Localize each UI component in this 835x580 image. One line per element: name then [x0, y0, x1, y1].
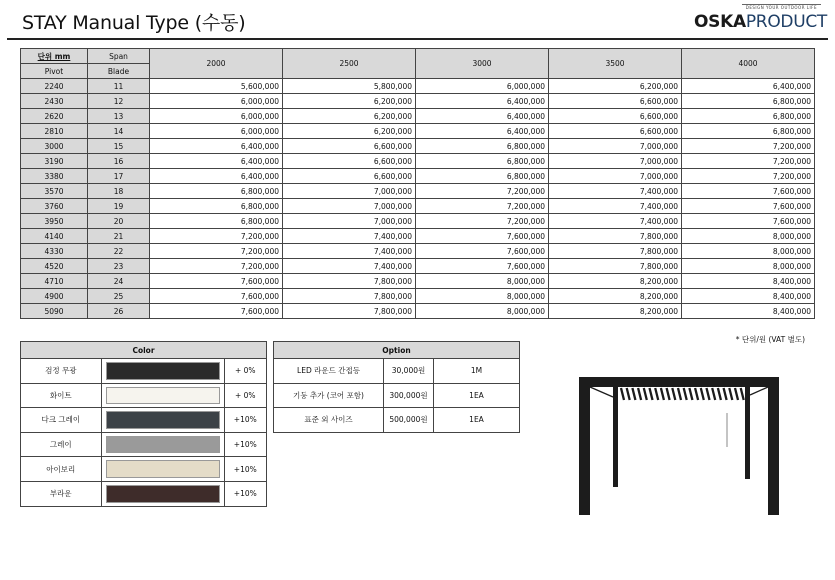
logo-wordmark-light: PRODUCT	[745, 12, 827, 32]
price-cell: 7,800,000	[283, 289, 416, 304]
blade-cell: 25	[88, 289, 150, 304]
blade-cell: 17	[88, 169, 150, 184]
price-cell: 6,600,000	[283, 139, 416, 154]
pivot-cell: 4710	[21, 274, 88, 289]
color-row	[21, 457, 267, 482]
unit-label: 단위 mm	[37, 51, 71, 61]
price-cell: 7,600,000	[416, 259, 549, 274]
price-cell: 7,800,000	[549, 244, 682, 259]
color-swatch	[106, 411, 220, 429]
price-cell: 7,200,000	[150, 229, 283, 244]
option-row	[274, 383, 520, 408]
price-cell: 7,000,000	[283, 214, 416, 229]
option-name: 표준 외 사이즈	[274, 408, 384, 433]
pergola-right-side-beam	[750, 387, 768, 395]
pergola-louver	[729, 388, 732, 400]
pivot-cell: 3570	[21, 184, 88, 199]
color-name: 부라운	[21, 481, 102, 506]
color-row	[21, 383, 267, 408]
blade-cell: 13	[88, 109, 150, 124]
blade-cell: 24	[88, 274, 150, 289]
pergola-louver	[684, 388, 687, 400]
color-row	[21, 408, 267, 433]
price-row	[21, 289, 815, 304]
price-cell: 8,400,000	[682, 289, 815, 304]
price-cell: 6,800,000	[682, 94, 815, 109]
price-cell: 7,400,000	[549, 214, 682, 229]
price-cell: 6,400,000	[150, 169, 283, 184]
pergola-louver	[701, 388, 704, 400]
color-swatch-cell	[101, 432, 224, 457]
pivot-header: Pivot	[21, 64, 88, 79]
option-table-heading: Option	[274, 342, 520, 359]
pivot-cell: 2810	[21, 124, 88, 139]
price-cell: 6,600,000	[549, 94, 682, 109]
price-cell: 6,600,000	[283, 169, 416, 184]
price-row	[21, 199, 815, 214]
blade-cell: 11	[88, 79, 150, 94]
price-cell: 6,200,000	[283, 94, 416, 109]
color-swatch-cell	[101, 408, 224, 433]
pergola-louver	[650, 388, 653, 400]
price-cell: 7,200,000	[150, 244, 283, 259]
pergola-louver	[707, 388, 710, 400]
price-cell: 6,800,000	[416, 154, 549, 169]
pivot-cell: 3380	[21, 169, 88, 184]
pivot-cell: 3190	[21, 154, 88, 169]
color-table-body	[21, 359, 267, 507]
pergola-louver	[661, 388, 664, 400]
price-cell: 7,600,000	[682, 199, 815, 214]
color-swatch-cell	[101, 457, 224, 482]
color-swatch-cell	[101, 359, 224, 384]
price-cell: 7,200,000	[682, 154, 815, 169]
price-cell: 7,000,000	[283, 184, 416, 199]
page-title: STAY Manual Type (수동)	[22, 12, 246, 34]
pergola-louver	[735, 388, 738, 400]
price-cell: 7,600,000	[682, 184, 815, 199]
pergola-louver	[689, 388, 692, 400]
price-cell: 7,600,000	[150, 289, 283, 304]
option-unit: 1EA	[434, 383, 520, 408]
blade-cell: 20	[88, 214, 150, 229]
price-cell: 7,200,000	[682, 139, 815, 154]
price-cell: 8,000,000	[416, 304, 549, 319]
pergola-louver	[695, 388, 698, 400]
color-name: 그레이	[21, 432, 102, 457]
blade-cell: 19	[88, 199, 150, 214]
pergola-back-left-post	[613, 387, 618, 487]
pivot-cell: 5090	[21, 304, 88, 319]
price-cell: 6,800,000	[150, 199, 283, 214]
price-row	[21, 184, 815, 199]
price-row	[21, 124, 815, 139]
color-name: 화이트	[21, 383, 102, 408]
option-price: 300,000원	[384, 383, 434, 408]
blade-cell: 26	[88, 304, 150, 319]
price-cell: 7,200,000	[416, 199, 549, 214]
blade-cell: 22	[88, 244, 150, 259]
price-cell: 6,200,000	[283, 124, 416, 139]
option-table-body	[274, 359, 520, 433]
option-unit: 1EA	[434, 408, 520, 433]
price-cell: 5,800,000	[283, 79, 416, 94]
price-row	[21, 79, 815, 94]
pergola-louver	[627, 388, 630, 400]
price-row	[21, 274, 815, 289]
price-cell: 7,000,000	[283, 199, 416, 214]
span-col-header: 2000	[150, 49, 283, 79]
color-row	[21, 481, 267, 506]
blade-cell: 23	[88, 259, 150, 274]
price-cell: 7,200,000	[150, 259, 283, 274]
option-unit: 1M	[434, 359, 520, 384]
price-cell: 7,800,000	[283, 274, 416, 289]
option-row	[274, 408, 520, 433]
pergola-front-left-post	[579, 387, 590, 515]
price-cell: 8,000,000	[682, 259, 815, 274]
price-table-body	[21, 79, 815, 319]
price-cell: 8,200,000	[549, 304, 682, 319]
color-table	[20, 341, 267, 507]
price-row	[21, 169, 815, 184]
blade-cell: 15	[88, 139, 150, 154]
color-name: 검정 무광	[21, 359, 102, 384]
price-cell: 7,800,000	[283, 304, 416, 319]
pergola-louver	[621, 388, 624, 400]
price-cell: 6,000,000	[150, 94, 283, 109]
price-cell: 7,800,000	[549, 229, 682, 244]
span-col-header: 4000	[682, 49, 815, 79]
price-cell: 6,000,000	[150, 124, 283, 139]
price-row	[21, 94, 815, 109]
pergola-louver	[644, 388, 647, 400]
color-surcharge: +10%	[224, 408, 266, 433]
price-cell: 8,000,000	[416, 289, 549, 304]
price-cell: 6,800,000	[416, 139, 549, 154]
price-cell: 6,000,000	[416, 79, 549, 94]
logo-wordmark	[694, 12, 827, 32]
price-cell: 7,000,000	[549, 139, 682, 154]
color-surcharge: +10%	[224, 481, 266, 506]
pivot-cell: 4900	[21, 289, 88, 304]
pergola-back-right-post	[745, 387, 750, 479]
price-row	[21, 109, 815, 124]
price-cell: 6,400,000	[416, 109, 549, 124]
pergola-louver	[667, 388, 670, 400]
color-swatch-cell	[101, 481, 224, 506]
color-surcharge: +10%	[224, 457, 266, 482]
price-cell: 7,200,000	[416, 184, 549, 199]
pivot-cell: 4330	[21, 244, 88, 259]
pivot-cell: 3950	[21, 214, 88, 229]
price-header-row-top	[21, 49, 815, 64]
color-swatch-cell	[101, 383, 224, 408]
price-cell: 6,800,000	[150, 184, 283, 199]
color-swatch	[106, 485, 220, 503]
blade-cell: 12	[88, 94, 150, 109]
pivot-cell: 2430	[21, 94, 88, 109]
blade-cell: 18	[88, 184, 150, 199]
price-cell: 7,600,000	[416, 229, 549, 244]
price-cell: 6,800,000	[682, 109, 815, 124]
span-header: Span	[88, 49, 150, 64]
price-cell: 8,200,000	[549, 274, 682, 289]
pivot-cell: 2620	[21, 109, 88, 124]
color-row	[21, 432, 267, 457]
price-cell: 6,000,000	[150, 109, 283, 124]
span-col-header: 3000	[416, 49, 549, 79]
pergola-louver	[672, 388, 675, 400]
pergola-front-right-post	[768, 387, 779, 515]
price-cell: 7,200,000	[416, 214, 549, 229]
price-cell: 8,400,000	[682, 274, 815, 289]
pergola-front-beam	[579, 377, 779, 387]
price-row	[21, 259, 815, 274]
price-row	[21, 139, 815, 154]
price-row	[21, 154, 815, 169]
price-cell: 6,400,000	[150, 139, 283, 154]
price-cell: 8,000,000	[416, 274, 549, 289]
title-divider	[7, 38, 828, 40]
price-cell: 7,600,000	[682, 214, 815, 229]
blade-header: Blade	[88, 64, 150, 79]
pergola-louver	[632, 388, 635, 400]
price-row	[21, 214, 815, 229]
pivot-cell: 2240	[21, 79, 88, 94]
price-table	[20, 48, 815, 319]
color-swatch	[106, 387, 220, 405]
option-table	[273, 341, 520, 433]
color-swatch	[106, 460, 220, 478]
span-col-header: 3500	[549, 49, 682, 79]
option-name: LED 라운드 간접등	[274, 359, 384, 384]
price-row	[21, 244, 815, 259]
option-price: 500,000원	[384, 408, 434, 433]
price-cell: 6,400,000	[416, 94, 549, 109]
color-surcharge: +10%	[224, 432, 266, 457]
price-cell: 6,800,000	[416, 169, 549, 184]
pergola-louver	[655, 388, 658, 400]
option-row	[274, 359, 520, 384]
price-cell: 6,400,000	[150, 154, 283, 169]
price-cell: 7,400,000	[283, 244, 416, 259]
unit-header	[21, 49, 88, 64]
blade-cell: 16	[88, 154, 150, 169]
blade-cell: 14	[88, 124, 150, 139]
pergola-left-side-beam	[590, 387, 613, 397]
pergola-louver	[638, 388, 641, 400]
logo-tagline: DESIGN YOUR OUTDOOR LIFE	[742, 4, 821, 10]
price-cell: 6,800,000	[150, 214, 283, 229]
option-price: 30,000원	[384, 359, 434, 384]
price-cell: 6,400,000	[416, 124, 549, 139]
pergola-louver	[724, 388, 727, 400]
price-cell: 6,200,000	[549, 79, 682, 94]
price-cell: 5,600,000	[150, 79, 283, 94]
price-row	[21, 304, 815, 319]
span-col-header: 2500	[283, 49, 416, 79]
price-cell: 7,800,000	[549, 259, 682, 274]
price-cell: 7,000,000	[549, 154, 682, 169]
pivot-cell: 3760	[21, 199, 88, 214]
price-cell: 7,400,000	[283, 259, 416, 274]
price-cell: 7,400,000	[549, 199, 682, 214]
brand-logo	[694, 4, 827, 32]
color-surcharge: + 0%	[224, 359, 266, 384]
unit-note: * 단위/원 (VAT 별도)	[735, 335, 805, 344]
color-row	[21, 359, 267, 384]
price-cell: 6,600,000	[283, 154, 416, 169]
pivot-cell: 3000	[21, 139, 88, 154]
price-cell: 7,600,000	[416, 244, 549, 259]
price-cell: 6,200,000	[283, 109, 416, 124]
color-surcharge: + 0%	[224, 383, 266, 408]
price-cell: 7,600,000	[150, 274, 283, 289]
color-name: 아이보리	[21, 457, 102, 482]
pergola-louver	[678, 388, 681, 400]
pergola-louver	[712, 388, 715, 400]
price-cell: 8,400,000	[682, 304, 815, 319]
price-cell: 7,400,000	[549, 184, 682, 199]
pergola-louvers	[621, 388, 744, 400]
price-cell: 6,400,000	[682, 79, 815, 94]
pivot-cell: 4520	[21, 259, 88, 274]
price-cell: 8,000,000	[682, 229, 815, 244]
price-row	[21, 229, 815, 244]
option-name: 기둥 추가 (코어 포함)	[274, 383, 384, 408]
price-cell: 8,200,000	[549, 289, 682, 304]
price-cell: 7,200,000	[682, 169, 815, 184]
price-cell: 7,400,000	[283, 229, 416, 244]
color-name: 다크 그레이	[21, 408, 102, 433]
pergola-louver	[718, 388, 721, 400]
price-cell: 7,600,000	[150, 304, 283, 319]
price-cell: 6,600,000	[549, 109, 682, 124]
pergola-louver	[741, 388, 744, 400]
price-cell: 8,000,000	[682, 244, 815, 259]
color-swatch	[106, 436, 220, 454]
price-cell: 6,800,000	[682, 124, 815, 139]
color-swatch	[106, 362, 220, 380]
color-table-heading: Color	[21, 342, 267, 359]
price-cell: 6,600,000	[549, 124, 682, 139]
blade-cell: 21	[88, 229, 150, 244]
pergola-product-image	[573, 373, 791, 523]
price-cell: 7,000,000	[549, 169, 682, 184]
pivot-cell: 4140	[21, 229, 88, 244]
logo-wordmark-bold: OSKA	[694, 12, 746, 32]
